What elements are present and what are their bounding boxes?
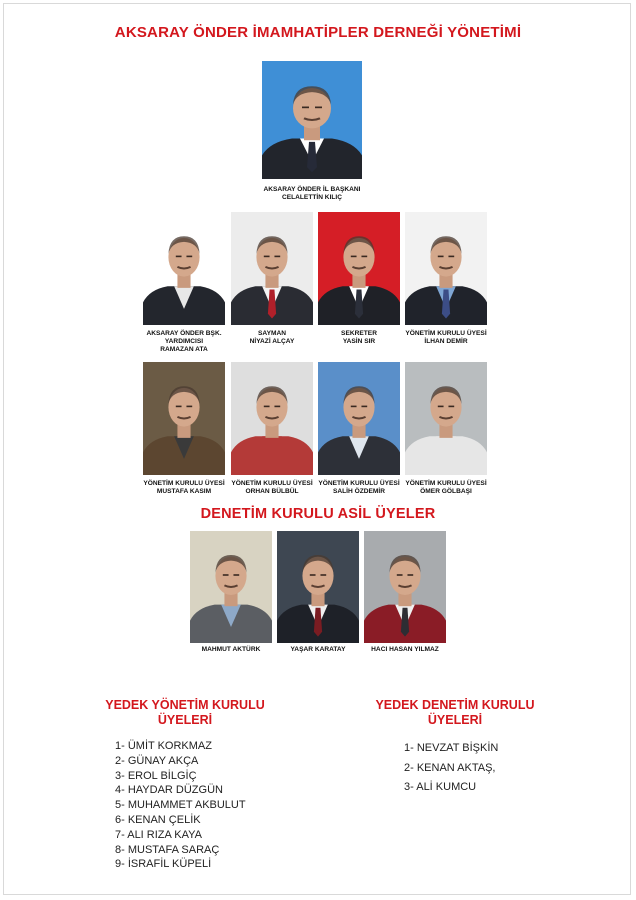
portrait-image <box>231 362 313 475</box>
member-name: RAMAZAN ATA <box>160 346 208 354</box>
member-role-line2: YARDIMCISI <box>164 338 204 346</box>
list-item: 3- ALİ KUMCU <box>404 781 477 793</box>
list-item: 2- GÜNAY AKÇA <box>115 754 199 767</box>
reserve-board-heading-line2: ÜYELERİ <box>157 713 213 727</box>
portrait-image <box>190 531 272 643</box>
member-caption <box>134 330 234 355</box>
member-photo <box>405 212 487 325</box>
portrait-image <box>318 212 400 325</box>
member-role: YÖNETİM KURULU ÜYESİ <box>318 480 400 487</box>
president-caption <box>212 186 412 202</box>
member-caption <box>396 330 496 346</box>
member-photo <box>231 212 313 325</box>
member-caption <box>134 480 234 496</box>
member-photo <box>318 362 400 475</box>
member-photo <box>318 212 400 325</box>
audit-member-photo <box>277 531 359 643</box>
member-name: MUSTAFA KASIM <box>156 488 212 496</box>
member-name: SALİH ÖZDEMİR <box>332 488 386 496</box>
member-photo <box>405 362 487 475</box>
list-item: 5- MUHAMMET AKBULUT <box>115 799 246 812</box>
list-item: 3- EROL BİLGİÇ <box>115 769 197 782</box>
member-photo <box>143 212 225 325</box>
portrait-image <box>405 212 487 325</box>
audit-heading: DENETİM KURULU ASİL ÜYELER <box>200 506 436 522</box>
audit-member-name: YAŞAR KARATAY <box>290 646 346 653</box>
member-caption <box>309 480 409 496</box>
portrait-image <box>364 531 446 643</box>
reserve-board-heading <box>80 698 290 728</box>
portrait-image <box>143 212 225 325</box>
reserve-audit-list <box>404 739 498 798</box>
list-item: 6- KENAN ÇELİK <box>115 813 201 826</box>
member-caption <box>222 330 322 346</box>
audit-member-name: MAHMUT AKTÜRK <box>201 646 261 653</box>
list-item: 2- KENAN AKTAŞ, <box>404 761 496 774</box>
member-role: AKSARAY ÖNDER BŞK. <box>146 330 222 337</box>
portrait-image <box>405 362 487 475</box>
member-role: YÖNETİM KURULU ÜYESİ <box>143 480 225 487</box>
member-role: YÖNETİM KURULU ÜYESİ <box>405 480 487 487</box>
member-name: YASİN SIR <box>342 338 376 346</box>
portrait-image <box>318 362 400 475</box>
member-role: SEKRETER <box>341 330 377 337</box>
portrait-image <box>262 61 362 179</box>
president-role: AKSARAY ÖNDER İL BAŞKANI <box>263 186 361 193</box>
portrait-image <box>277 531 359 643</box>
list-item: 8- MUSTAFA SARAÇ <box>115 843 220 856</box>
member-caption <box>309 330 409 346</box>
audit-member-photo <box>364 531 446 643</box>
list-item: 4- HAYDAR DÜZGÜN <box>115 784 223 797</box>
member-role: SAYMAN <box>258 330 286 337</box>
list-item: 9- İSRAFİL KÜPELİ <box>115 858 212 871</box>
portrait-image <box>231 212 313 325</box>
member-name: ÖMER GÖLBAŞI <box>420 488 472 496</box>
page-title: AKSARAY ÖNDER İMAMHATİPLER DERNEĞİ YÖNETİMİ <box>114 24 522 41</box>
member-name: ORHAN BÜLBÜL <box>245 488 299 496</box>
list-item: 7- ALI RIZA KAYA <box>115 828 203 841</box>
portrait-image <box>143 362 225 475</box>
member-role: YÖNETİM KURULU ÜYESİ <box>405 330 487 337</box>
member-name: İLHAN DEMİR <box>424 338 468 346</box>
member-role: YÖNETİM KURULU ÜYESİ <box>231 480 313 487</box>
reserve-audit-heading <box>350 698 560 728</box>
list-item: 1- NEVZAT BİŞKİN <box>404 742 499 754</box>
member-caption <box>396 480 496 496</box>
audit-member-name: HACI HASAN YILMAZ <box>371 646 439 653</box>
member-photo <box>143 362 225 475</box>
president-name: CELALETTİN KILIÇ <box>281 194 343 202</box>
member-photo <box>231 362 313 475</box>
reserve-board-heading-line1: YEDEK YÖNETİM KURULU <box>105 698 265 712</box>
reserve-audit-heading-line2: ÜYELERİ <box>427 713 483 727</box>
member-name: NİYAZİ ALÇAY <box>249 338 295 346</box>
list-item: 1- ÜMİT KORKMAZ <box>115 740 212 752</box>
audit-member-photo <box>190 531 272 643</box>
reserve-audit-heading-line1: YEDEK DENETİM KURULU <box>375 698 535 712</box>
member-caption <box>222 480 322 496</box>
reserve-board-list <box>115 739 246 872</box>
president-photo <box>262 61 362 179</box>
